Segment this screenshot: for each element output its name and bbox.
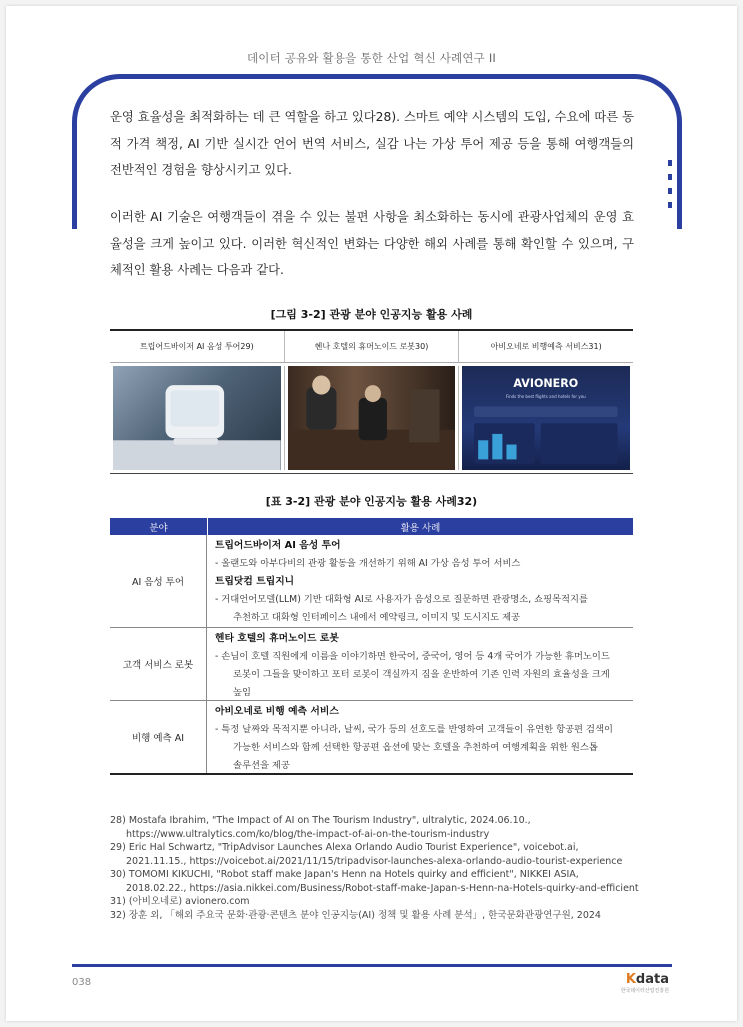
figure-cell [459, 366, 633, 470]
frame-dash [668, 160, 672, 166]
footnote-line: 30) TOMOMI KIKUCHI, "Robot staff make Japan's Henn na Hotels quirky and efficient", NIKKEI ASIA, [110, 869, 579, 880]
frame-dash [72, 174, 76, 180]
case-desc [215, 721, 633, 775]
row-category: 고객 서비스 로봇 [110, 628, 207, 700]
row-category: AI 음성 투어 [110, 535, 207, 627]
footnote-link[interactable]: 2018.02.22., https://asia.nikkei.com/Business/Robot-staff-make-Japan-s-Henn-na-Hotels-quirky-and-efficient [126, 882, 639, 894]
footnote-line: 31) (아비오네로) avionero.com [110, 896, 250, 907]
case-desc-line: 솔루션을 제공 [233, 760, 290, 771]
figure-image-row [110, 363, 633, 473]
frame-dash [72, 188, 76, 194]
case-title: 헨타 호텔의 휴머노이드 로봇 [215, 633, 339, 644]
table-header-row [110, 518, 633, 535]
row-category: 비행 예측 AI [110, 701, 207, 773]
robot-hotel-image [288, 366, 456, 470]
case-title: 아비오네로 비행 예측 서비스 [215, 706, 339, 717]
logo-mark: K [625, 972, 636, 987]
footnotes [110, 814, 650, 922]
body-paragraph-1: 운영 효율성을 최적화하는 데 큰 역할을 하고 있다28). 스마트 예약 시스템의 도입, 수요에 따른 동적 가격 책정, AI 기반 실시간 언어 번역 서비스, 실감 나는 가상 투어 제공 등을 통해 여행객들의 전반적인 경험을 향상시키고 있다. [110, 110, 634, 177]
figure-col-avionero: 아비오네로 비행예측 서비스31) [490, 342, 602, 351]
frame-dash [72, 202, 76, 208]
row-cases [207, 628, 633, 700]
figure-col-tripadvisor: 트립어드바이저 AI 음성 투어29) [110, 331, 285, 362]
footnote-link[interactable]: 2021.11.15., https://voicebot.ai/2021/11/15/tripadvisor-launches-alexa-orlando-audio-tourist-experience [126, 855, 623, 867]
table-row [110, 701, 633, 775]
figure-header-row [110, 331, 633, 363]
case-table [110, 518, 633, 775]
case-desc-line: - 손님이 호텔 직원에게 이름을 이야기하면 한국어, 중국어, 영어 등 4개 국어가 가능한 휴머노이드 [215, 651, 610, 662]
table-row [110, 535, 633, 628]
footnote-line: 28) Mostafa Ibrahim, "The Impact of AI on The Tourism Industry", ultralytic, 2024.06.10., [110, 815, 531, 826]
footnote [110, 814, 650, 841]
table-header-cases: 활용 사례 [400, 522, 441, 534]
page-number: 038 [72, 977, 92, 988]
figure-caption: [그림 3-2] 관광 분야 인공지능 활용 사례 [270, 308, 473, 321]
case-desc [215, 648, 633, 702]
avionero-app-image [462, 366, 630, 470]
body-paragraph-2: 이러한 AI 기술은 여행객들이 겪을 수 있는 불편 사항을 최소화하는 동시에 관광사업체의 운영 효율성을 크게 높이고 있다. 이러한 혁신적인 변화는 다양한 해외 사례를 통해 확인할 수 있으며, 구체적인 활용 사례는 다음과 같다. [110, 210, 634, 277]
case-title: 트립어드바이저 AI 음성 투어 [215, 540, 341, 551]
frame-dash [668, 202, 672, 208]
case-desc-line: - 거대언어모델(LLM) 기반 대화형 AI로 사용자가 음성으로 질문하면 관광명소, 쇼핑목적지를 [215, 594, 588, 605]
footer-rule [72, 964, 672, 967]
frame-dash [668, 188, 672, 194]
case-desc-line: 높임 [233, 687, 251, 698]
footnote [110, 841, 650, 868]
logo-text: data [635, 972, 669, 987]
case-desc-line: 추천하고 대화형 인터페이스 내에서 예약링크, 이미지 및 도시지도 제공 [233, 612, 521, 623]
figure-cell [110, 366, 285, 470]
case-title: 트립닷컴 트립지니 [215, 576, 295, 587]
footnote [110, 895, 650, 909]
avionero-brand-text: AVIONERO [513, 375, 579, 391]
footnote [110, 868, 650, 895]
footnote-line: 29) Eric Hal Schwartz, "TripAdvisor Launches Alexa Orlando Audio Tourist Experience", voicebot.ai, [110, 842, 579, 853]
figure-table [110, 329, 633, 474]
case-desc [215, 591, 633, 627]
footnote-link[interactable]: https://www.ultralytics.com/ko/blog/the-impact-of-ai-on-the-tourism-industry [126, 828, 490, 840]
frame-dash [668, 174, 672, 180]
table-caption: [표 3-2] 관광 분야 인공지능 활용 사례32) [265, 495, 478, 508]
table-row [110, 628, 633, 701]
case-desc-line: 가능한 서비스와 함께 선택한 항공편 옵션에 맞는 호텔을 추천하여 여행계획을 위한 원스톱 [233, 742, 598, 753]
kdata-logo [621, 972, 669, 994]
logo-subtitle: 한국데이터산업진흥원 [620, 988, 669, 994]
smart-speaker-image [113, 366, 281, 470]
figure-col-henn-na: 헨나 호텔의 휴머노이드 로봇30) [285, 331, 460, 362]
figure-cell [285, 366, 460, 470]
row-cases [207, 701, 633, 773]
table-header-category: 분야 [110, 518, 208, 535]
footnote [110, 909, 650, 923]
row-cases [207, 535, 633, 627]
avionero-tagline-text: Finds the best flights and hotels for you [506, 393, 587, 399]
case-desc: - 올랜도와 아부다비의 관광 활동을 개선하기 위해 AI 가상 음성 투어 서비스 [215, 558, 521, 569]
running-header: 데이터 공유와 활용을 통한 산업 혁신 사례연구 II [246, 51, 497, 65]
case-desc-line: 로봇이 그들을 맞이하고 포터 로봇이 객실까지 짐을 운반하여 기존 인력 자원의 효율성을 크게 [233, 669, 610, 680]
footnote-line: 32) 장훈 외, 「해외 주요국 문화·관광·콘텐츠 분야 인공지능(AI) 정책 및 활용 사례 분석」, 한국문화관광연구원, 2024 [110, 909, 601, 921]
case-desc-line: - 특정 날짜와 목적지뿐 아니라, 날씨, 국가 등의 선호도를 반영하여 고객들이 유연한 항공편 검색이 [215, 724, 613, 735]
logo-wordmark [621, 972, 669, 987]
frame-dash [72, 160, 76, 166]
